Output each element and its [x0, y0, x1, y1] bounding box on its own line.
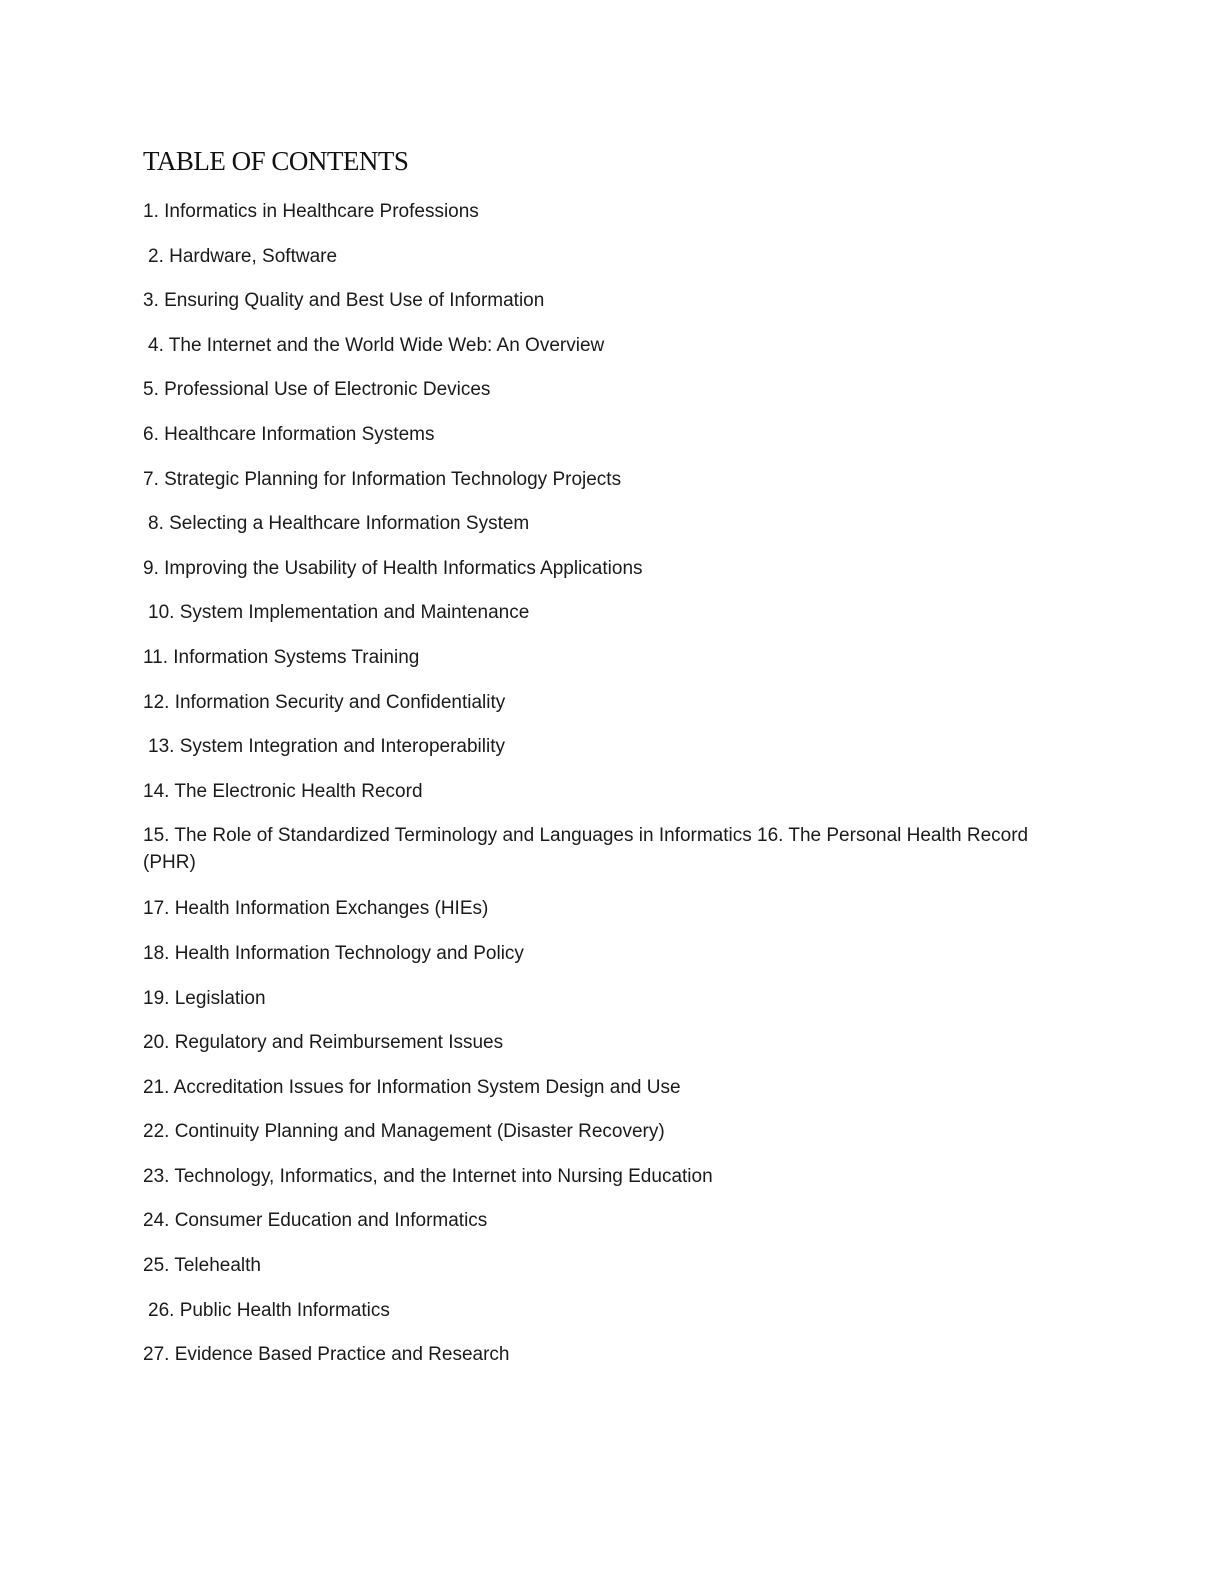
toc-entry: 8. Selecting a Healthcare Information System: [148, 513, 530, 535]
toc-entry: 11. Information Systems Training: [143, 646, 420, 668]
toc-entry: 18. Health Information Technology and Policy: [143, 942, 524, 964]
toc-entry: 22. Continuity Planning and Management (Disaster Recovery): [143, 1121, 665, 1143]
toc-entry: 24. Consumer Education and Informatics: [143, 1210, 488, 1232]
toc-entry: 13. System Integration and Interoperability: [148, 736, 505, 758]
toc-entry: 26. Public Health Informatics: [148, 1299, 390, 1321]
toc-entry: 3. Ensuring Quality and Best Use of Information: [143, 290, 545, 312]
toc-entry: 21. Accreditation Issues for Information System Design and Use: [143, 1076, 681, 1098]
toc-entry: 7. Strategic Planning for Information Technology Projects: [143, 468, 622, 490]
toc-entry: 14. The Electronic Health Record: [143, 780, 423, 802]
toc-entry: 23. Technology, Informatics, and the Internet into Nursing Education: [143, 1165, 713, 1187]
page-title: TABLE OF CONTENTS: [143, 146, 409, 176]
toc-entry: 4. The Internet and the World Wide Web: An Overview: [148, 334, 605, 356]
toc-entry: 5. Professional Use of Electronic Devices: [143, 379, 491, 401]
toc-entry: 10. System Implementation and Maintenance: [148, 602, 530, 624]
toc-entry: 9. Improving the Usability of Health Informatics Applications: [143, 557, 643, 579]
toc-entry: 6. Healthcare Information Systems: [143, 423, 435, 445]
toc-entry: 25. Telehealth: [143, 1255, 261, 1277]
toc-entry: 1. Informatics in Healthcare Professions: [143, 201, 479, 222]
toc-entry: 12. Information Security and Confidentiality: [143, 691, 506, 713]
toc-entry: 19. Legislation: [143, 987, 266, 1009]
toc-entry: 20. Regulatory and Reimbursement Issues: [143, 1032, 504, 1054]
toc-entry: 27. Evidence Based Practice and Research: [143, 1344, 510, 1366]
toc-entry: 15. The Role of Standardized Terminology and Languages in Informatics 16. The Personal Health Record (PHR): [143, 825, 1029, 874]
toc-list: [143, 198, 1073, 1386]
toc-entry: 2. Hardware, Software: [148, 245, 338, 267]
toc-entry: 17. Health Information Exchanges (HIEs): [143, 898, 489, 920]
